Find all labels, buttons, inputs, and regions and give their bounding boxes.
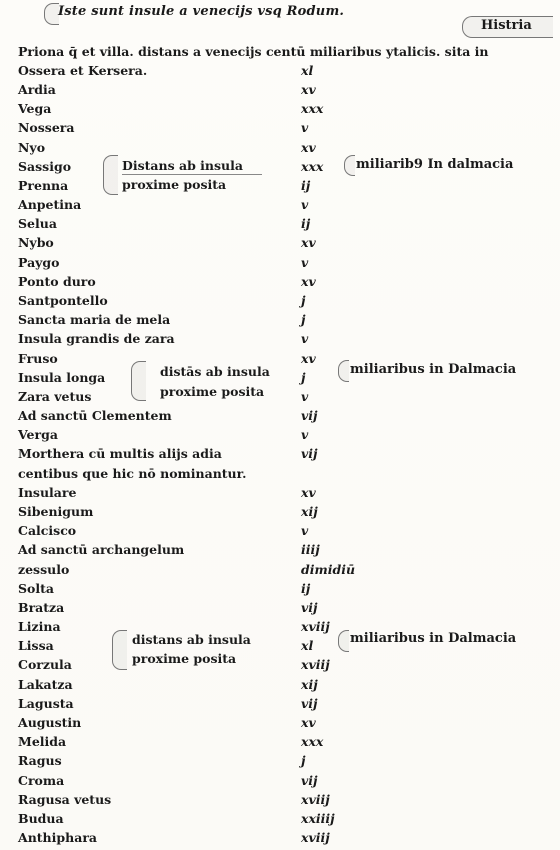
island-name: Paygo	[18, 254, 60, 270]
list-item	[18, 293, 548, 312]
list-item	[18, 216, 548, 235]
island-name: Lagusta	[18, 695, 74, 711]
list-item	[18, 830, 548, 849]
island-name: Ardia	[18, 82, 56, 97]
note-bracket	[103, 155, 118, 195]
note-distance-line-1: distans ab insula	[132, 632, 251, 647]
island-name: Corzula	[18, 657, 72, 673]
distance-value: xv	[301, 350, 316, 366]
distance-value: xij	[301, 676, 318, 692]
distance-value: xviij	[301, 830, 330, 845]
list-item	[18, 581, 548, 600]
list-item	[18, 255, 548, 274]
note-dalmacia: miliarib9 In dalmacia	[356, 157, 514, 172]
distance-value: iiij	[301, 542, 320, 558]
island-name: Prenna	[18, 177, 69, 193]
right-note-bracket	[344, 155, 355, 176]
distance-value: ij	[301, 216, 311, 232]
list-item	[18, 753, 548, 772]
list-item	[18, 792, 548, 811]
list-item	[18, 274, 548, 293]
list-item	[18, 542, 548, 561]
list-item	[18, 197, 548, 216]
island-name: Melida	[18, 734, 67, 750]
first-entry-line	[18, 44, 489, 59]
island-name: Ossera et Kersera.	[18, 63, 148, 78]
distance-value: xxx	[301, 101, 324, 117]
distance-value: xl	[301, 63, 314, 78]
list-item	[18, 408, 548, 427]
list-item	[18, 427, 548, 446]
distance-value: xv	[301, 484, 316, 500]
distance-value: v	[301, 427, 309, 443]
note-distance-line-2: proxime posita	[122, 177, 227, 192]
list-item	[18, 82, 548, 101]
list-item	[18, 446, 548, 465]
distance-value: j	[301, 312, 306, 328]
island-name: Calcisco	[18, 523, 77, 539]
list-item	[18, 466, 548, 485]
distance-value: xxx	[301, 158, 324, 174]
histria-label: Histria	[481, 18, 532, 33]
island-name: Insula grandis de zara	[18, 331, 175, 347]
distance-value: vij	[301, 695, 318, 711]
island-name: Solta	[18, 580, 54, 596]
list-item	[18, 657, 548, 676]
title-bracket	[44, 3, 59, 25]
distance-value: ij	[301, 177, 311, 193]
list-item	[18, 696, 548, 715]
first-entry-text: Priona q̄ et villa. distans a venecijs centū miliaribus ytalicis. sita in	[18, 44, 489, 59]
distance-value: vij	[301, 772, 318, 788]
histria-marginal-note	[462, 16, 553, 38]
note-dalmacia: miliaribus in Dalmacia	[350, 362, 517, 377]
list-item	[18, 811, 548, 830]
list-item	[18, 389, 548, 408]
note-bracket	[131, 361, 146, 401]
island-name: Nybo	[18, 235, 54, 251]
list-item	[18, 562, 548, 581]
distance-value: v	[301, 523, 309, 539]
distance-value: j	[301, 369, 306, 385]
distance-value: v	[301, 197, 309, 213]
list-item	[18, 140, 548, 159]
list-item	[18, 101, 548, 120]
distance-value: v	[301, 120, 309, 136]
list-item	[18, 235, 548, 254]
list-item	[18, 312, 548, 331]
island-name: Nossera	[18, 120, 75, 136]
list-item	[18, 600, 548, 619]
distance-value: xv	[301, 82, 316, 97]
list-item	[18, 677, 548, 696]
island-name: Ragusa vetus	[18, 791, 112, 807]
island-name: Lakatza	[18, 676, 73, 692]
distance-value: xl	[301, 638, 314, 654]
list-item	[18, 523, 548, 542]
list-item	[18, 178, 548, 197]
island-name: Ragus	[18, 753, 62, 769]
distance-value: xviij	[301, 657, 330, 673]
island-name: Lizina	[18, 619, 61, 634]
island-name: Sancta maria de mela	[18, 312, 171, 328]
list-item	[18, 120, 548, 139]
island-name: Fruso	[18, 350, 58, 366]
list-item	[18, 485, 548, 504]
list-item	[18, 773, 548, 792]
island-name: Zara vetus	[18, 388, 92, 404]
distance-value: vij	[301, 446, 318, 462]
list-item	[18, 504, 548, 523]
list-item	[18, 734, 548, 753]
island-name: Ad sanctū archangelum	[18, 542, 185, 558]
island-name: Ad sanctū Clementem	[18, 408, 172, 424]
list-item	[18, 331, 548, 350]
page-title: Iste sunt insule a venecijs vsq Rodum.	[58, 4, 345, 19]
island-name: centibus que hic nō nominantur.	[18, 465, 247, 481]
island-name: Augustin	[18, 714, 82, 730]
island-name: Morthera cū multis alijs adia	[18, 446, 222, 462]
note-distance-line-2: proxime posita	[132, 651, 237, 666]
island-name: Anthiphara	[18, 830, 98, 845]
distance-value: vij	[301, 408, 318, 424]
distance-value: v	[301, 331, 309, 347]
distance-value: xv	[301, 273, 316, 289]
island-name: zessulo	[18, 561, 70, 577]
note-underline	[122, 174, 262, 175]
right-note-bracket	[338, 630, 349, 652]
island-name: Budua	[18, 810, 64, 826]
distance-value: xxiiij	[301, 810, 335, 826]
island-name: Croma	[18, 772, 65, 788]
island-name: Insulare	[18, 484, 77, 500]
note-distance-line-1: Distans ab insula	[122, 158, 243, 173]
distance-value: xviij	[301, 791, 330, 807]
note-bracket	[112, 630, 127, 670]
distance-value: j	[301, 753, 306, 769]
island-name: Sibenigum	[18, 504, 94, 519]
distance-value: v	[301, 254, 309, 270]
island-name: Ponto duro	[18, 273, 96, 289]
island-name: Verga	[18, 427, 58, 443]
island-name: Bratza	[18, 599, 65, 615]
island-name: Selua	[18, 216, 57, 232]
distance-value: dimidiū	[301, 561, 356, 577]
note-dalmacia: miliaribus in Dalmacia	[350, 631, 517, 646]
note-distance-line-2: proxime posita	[160, 384, 265, 399]
distance-value: ij	[301, 580, 311, 596]
distance-value: xxx	[301, 734, 324, 750]
right-note-bracket	[338, 360, 349, 382]
distance-value: vij	[301, 599, 318, 615]
island-name: Sassigo	[18, 158, 72, 174]
distance-value: v	[301, 388, 309, 404]
note-distance-line-1: distās ab insula	[160, 364, 270, 379]
distance-value: xviij	[301, 619, 330, 634]
island-name: Nyo	[18, 139, 46, 155]
island-name: Anpetina	[18, 197, 82, 213]
island-name: Santpontello	[18, 293, 108, 308]
distance-value: xv	[301, 139, 316, 155]
island-name: Lissa	[18, 638, 54, 654]
distance-value: xij	[301, 504, 318, 519]
island-name: Insula longa	[18, 369, 106, 385]
list-item	[18, 63, 548, 82]
island-name: Vega	[18, 101, 52, 117]
distance-value: xv	[301, 235, 316, 251]
distance-value: j	[301, 293, 306, 308]
distance-value: xv	[301, 714, 316, 730]
list-item	[18, 715, 548, 734]
